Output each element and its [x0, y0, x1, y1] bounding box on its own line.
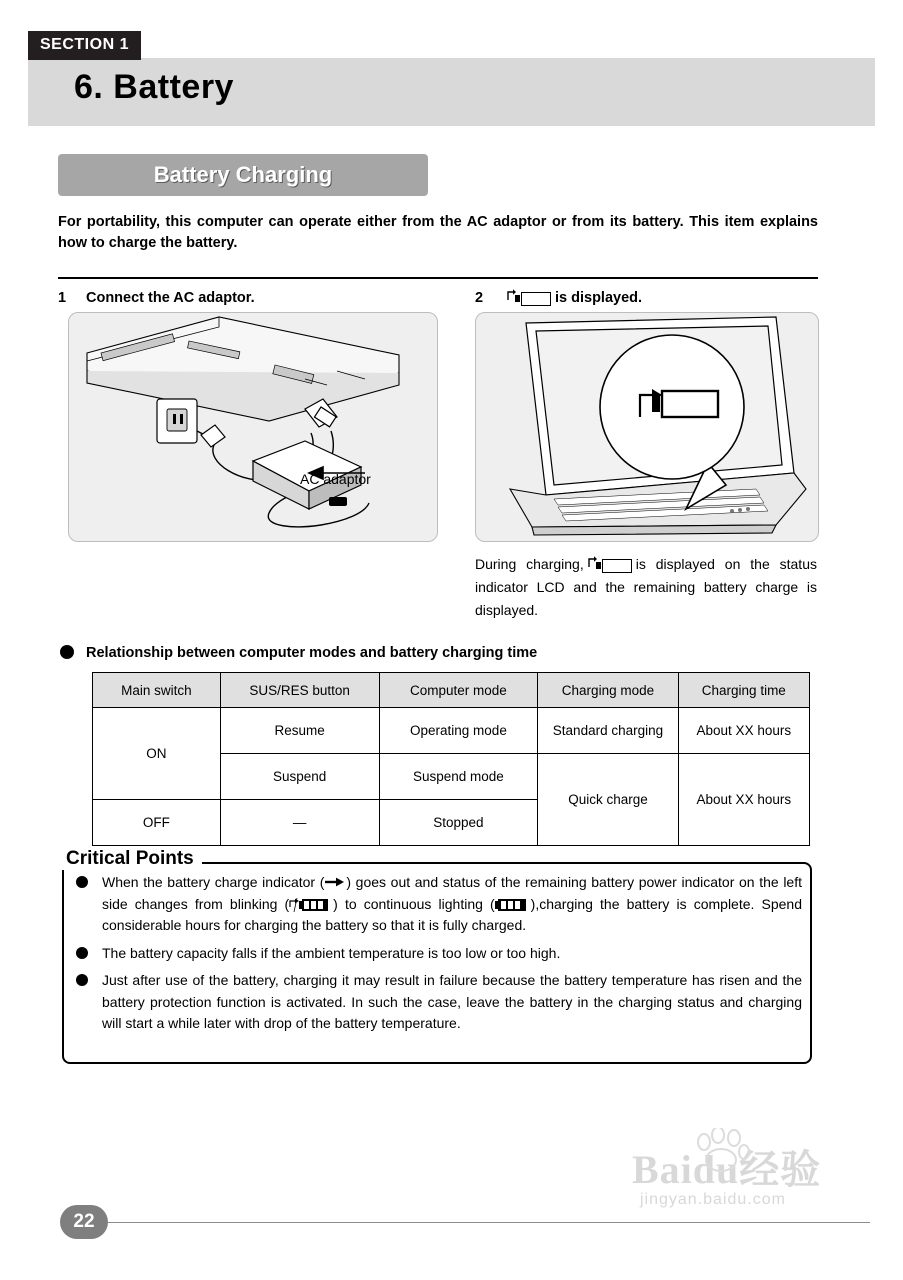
ac-adaptor-connection-illustration — [69, 313, 437, 541]
col-computer-mode: Computer mode — [379, 673, 538, 708]
battery-terminal — [596, 562, 601, 569]
paw-icon — [694, 1128, 750, 1172]
ac-adaptor-label: AC adaptor — [300, 471, 371, 487]
cp1-part1: When the battery charge indicator ( — [102, 874, 325, 890]
cell-charging-quick: Quick charge — [538, 754, 678, 846]
cell-mode-stopped: Stopped — [379, 800, 538, 846]
during-charging-text-part2: is displayed on the status indicator LCD and the remaining battery charge is displayed. — [475, 556, 817, 618]
subsection-title: Battery Charging — [153, 162, 333, 187]
horizontal-rule — [58, 277, 818, 279]
step-2 — [475, 290, 642, 306]
critical-points-title: Critical Points — [60, 848, 202, 870]
table-row — [93, 708, 810, 754]
battery-charging-icon — [507, 290, 551, 306]
during-charging-text-part1: During charging, — [475, 556, 584, 572]
figure-status-lcd — [475, 312, 819, 542]
battery-terminal — [515, 295, 520, 302]
table-header-row — [93, 673, 810, 708]
page-number: 22 — [73, 1211, 95, 1232]
step-2-number: 2 — [475, 290, 484, 306]
status-indicator-lcd-illustration — [476, 313, 818, 541]
cell-main-switch-on: ON — [93, 708, 221, 800]
intro-paragraph: For portability, this computer can operate either from the AC adaptor or from its battery. This item explains how to charge the battery. — [58, 214, 818, 251]
battery-body — [521, 292, 551, 306]
bullet-dot-icon — [60, 645, 74, 659]
figure-ac-adaptor — [68, 312, 438, 542]
cp1-part4: ),charging the battery is complete. Spend considerable hours for charging the battery so that it is fully charged. — [102, 895, 802, 933]
battery-body — [602, 559, 632, 573]
col-sus-res: SUS/RES button — [220, 673, 379, 708]
bullet-dot-icon — [76, 947, 88, 959]
battery-full-icon — [495, 898, 531, 912]
list-item — [72, 970, 802, 1035]
cell-susres-resume: Resume — [220, 708, 379, 754]
cell-susres-suspend: Suspend — [220, 754, 379, 800]
cp2-text: The battery capacity falls if the ambient temperature is too low or too high. — [102, 944, 561, 961]
table-heading-text: Relationship between computer modes and battery charging time — [86, 645, 538, 661]
step-1 — [58, 290, 255, 306]
during-charging-text — [475, 553, 817, 622]
watermark-url: jingyan.baidu.com — [640, 1191, 786, 1208]
list-item — [72, 872, 802, 937]
col-main-switch: Main switch — [93, 673, 221, 708]
table-heading — [60, 645, 537, 661]
step-1-number: 1 — [58, 290, 67, 306]
battery-blinking-icon — [289, 898, 333, 912]
col-charging-mode: Charging mode — [538, 673, 678, 708]
cell-charging-standard: Standard charging — [538, 708, 678, 754]
watermark-baidu: Baidu经验 — [632, 1147, 822, 1192]
subsection-bar — [58, 154, 428, 196]
cell-mode-suspend: Suspend mode — [379, 754, 538, 800]
critical-points-list — [72, 872, 802, 1041]
bullet-dot-icon — [76, 876, 88, 888]
cell-mode-operating: Operating mode — [379, 708, 538, 754]
cell-time-standard: About XX hours — [678, 708, 809, 754]
list-item — [72, 943, 802, 965]
step-2-text: is displayed. — [555, 290, 643, 306]
cell-main-switch-off: OFF — [93, 800, 221, 846]
battery-charging-icon-inline — [588, 557, 632, 573]
step-1-text: Connect the AC adaptor. — [86, 290, 255, 306]
page-title: 6. Battery — [74, 68, 234, 106]
cp1-part2: ) goes out and status of the remaining battery power indicator on the left side changes from blinking ( — [102, 874, 802, 912]
col-charging-time: Charging time — [678, 673, 809, 708]
charge-indicator-arrow-icon — [324, 877, 346, 887]
cp3-text: Just after use of the battery, charging it may result in failure because the battery temperature has risen and the battery protection function is activated. In such the case, leave the battery in the charging status and charging will start a while later with drop of the battery temperature. — [102, 972, 802, 1031]
bullet-dot-icon — [76, 974, 88, 986]
cp1-part3: ) to continuous lighting ( — [333, 895, 495, 912]
modes-table — [92, 672, 810, 846]
section-tag: SECTION 1 — [28, 31, 141, 60]
cell-susres-none: — — [220, 800, 379, 846]
cell-time-quick: About XX hours — [678, 754, 809, 846]
footer-rule — [108, 1222, 870, 1223]
